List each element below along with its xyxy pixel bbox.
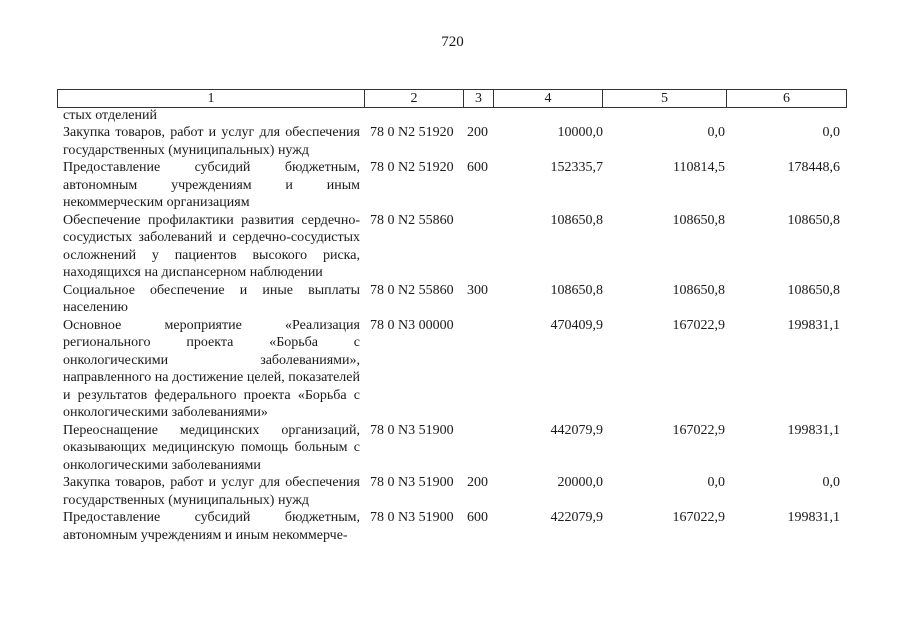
row-type: 300 bbox=[467, 282, 488, 298]
row-value-col6: 199831,1 bbox=[787, 510, 840, 525]
row-value-col4: 108650,8 bbox=[550, 282, 603, 298]
row-code: 78 0 N2 55860 bbox=[370, 212, 454, 228]
row-description: Переоснащение медицинских организаций, оказывающих медицинскую помощь больным с онкологическими заболеваниями bbox=[63, 422, 360, 473]
row-code: 78 0 N2 55860 bbox=[370, 282, 454, 298]
row-value-col4: 108650,8 bbox=[550, 212, 603, 228]
row-value-col6: 178448,6 bbox=[787, 160, 840, 175]
row-type: 200 bbox=[467, 125, 488, 140]
row-code: 78 0 N3 51900 bbox=[370, 510, 454, 525]
header-col-1: 1 bbox=[58, 90, 365, 107]
header-col-5: 5 bbox=[603, 90, 727, 107]
row-code: 78 0 N3 51900 bbox=[370, 475, 454, 490]
row-description: стых отделений bbox=[63, 108, 158, 123]
row-value-col4: 20000,0 bbox=[557, 475, 603, 490]
page-number: 720 bbox=[441, 34, 464, 50]
row-value-col5: 108650,8 bbox=[672, 282, 725, 298]
row-description: Закупка товаров, работ и услуг для обеспечения государственных (муниципальных) нужд bbox=[63, 125, 360, 158]
row-value-col4: 470409,9 bbox=[550, 317, 603, 333]
row-value-col6: 108650,8 bbox=[787, 282, 840, 298]
row-value-col6: 199831,1 bbox=[787, 422, 840, 438]
row-value-col6: 0,0 bbox=[822, 475, 840, 490]
row-value-col6: 199831,1 bbox=[787, 317, 840, 333]
row-description: Обеспечение профилактики развития сердечно-сосудистых заболеваний и сердечно-сосудистых осложнений у пациентов высокого риска, находящихся на диспансерном наблюдении bbox=[63, 212, 360, 280]
row-description: Предоставление субсидий бюджетным, автономным учреждениям и иным некоммерче- bbox=[63, 510, 360, 543]
row-type: 600 bbox=[467, 160, 488, 175]
header-col-3: 3 bbox=[464, 90, 494, 107]
row-value-col5: 167022,9 bbox=[672, 510, 725, 525]
table-row bbox=[0, 509, 905, 544]
table-row bbox=[0, 317, 905, 422]
row-code: 78 0 N2 51920 bbox=[370, 125, 454, 140]
row-code: 78 0 N2 51920 bbox=[370, 160, 454, 175]
table-row bbox=[0, 124, 905, 159]
header-col-2: 2 bbox=[365, 90, 464, 107]
row-value-col5: 110814,5 bbox=[673, 160, 725, 175]
table-row bbox=[0, 474, 905, 509]
row-value-col6: 108650,8 bbox=[787, 212, 840, 228]
row-description: Социальное обеспечение и иные выплаты населению bbox=[63, 282, 360, 315]
row-value-col5: 0,0 bbox=[707, 475, 725, 490]
table-body bbox=[0, 107, 905, 544]
row-code: 78 0 N3 00000 bbox=[370, 317, 454, 333]
row-type: 600 bbox=[467, 510, 488, 525]
row-description: Закупка товаров, работ и услуг для обеспечения государственных (муниципальных) нужд bbox=[63, 475, 360, 508]
table-row bbox=[0, 212, 905, 282]
row-value-col4: 422079,9 bbox=[550, 510, 603, 525]
row-description: Основное мероприятие «Реализация регионального проекта «Борьба с онкологическими заболеваниями», направленного на достижение целей, показателей и результатов федерального проекта «Борьба с онкологическими заболеваниями» bbox=[63, 317, 360, 420]
row-value-col6: 0,0 bbox=[822, 125, 840, 140]
row-value-col4: 10000,0 bbox=[557, 125, 603, 140]
table-row bbox=[0, 422, 905, 475]
table-row bbox=[0, 107, 905, 124]
row-value-col4: 152335,7 bbox=[550, 160, 603, 175]
row-value-col5: 167022,9 bbox=[672, 422, 725, 438]
row-value-col5: 0,0 bbox=[707, 125, 725, 140]
row-value-col5: 167022,9 bbox=[672, 317, 725, 333]
table-row bbox=[0, 159, 905, 212]
row-description: Предоставление субсидий бюджетным, автономным учреждениям и иным некоммерческим организациям bbox=[63, 160, 360, 210]
row-value-col5: 108650,8 bbox=[672, 212, 725, 228]
row-code: 78 0 N3 51900 bbox=[370, 422, 454, 438]
table-header bbox=[57, 89, 847, 108]
header-col-6: 6 bbox=[783, 91, 790, 106]
row-value-col4: 442079,9 bbox=[550, 422, 603, 438]
row-type: 200 bbox=[467, 475, 488, 490]
table-row bbox=[0, 282, 905, 317]
header-col-4: 4 bbox=[494, 90, 603, 107]
